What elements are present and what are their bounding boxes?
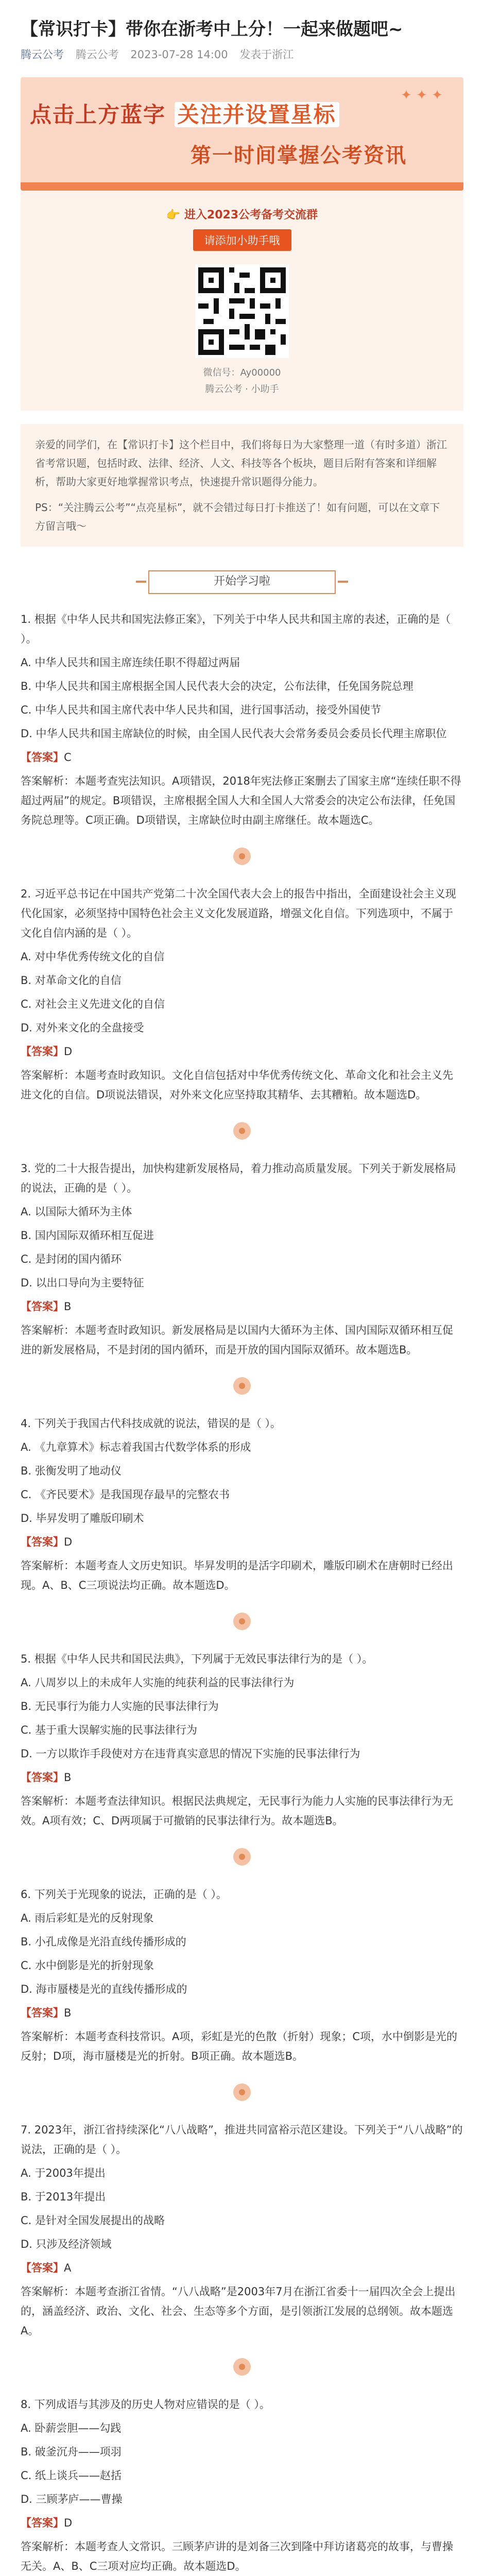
answer-label: 【答案】 [21, 2517, 64, 2529]
analysis-line [21, 2282, 463, 2341]
section-title: 开始学习啦 [148, 570, 336, 594]
answer-label: 【答案】 [21, 1771, 64, 1784]
analysis-line [21, 1791, 463, 1831]
intro-paragraph: 亲爱的同学们，在【常识打卡】这个栏目中，我们将每日为大家整理一道（有时多道）浙江省考常识题，包括时政、法律、经济、人文、科技等各个板块，题目后附有答案和详细解析，帮助大家更好地掌握常识考点，快速提升常识题得分能力。 [35, 438, 447, 488]
analysis-text: 本题考查科技常识。A项，彩虹是光的色散（折射）现象；C项，水中倒影是光的反射；D项，海市蜃楼是光的折射。B项正确。故本题选B。 [21, 2030, 458, 2062]
follow-banner [21, 77, 463, 191]
analysis-line [21, 1556, 463, 1595]
analysis-text: 本题考查人文历史知识。毕昇发明的是活字印刷术，雕版印刷术在唐朝时已经出现。A、B、C三项说法均正确。故本题选D。 [21, 1560, 453, 1591]
analysis-line [21, 1320, 463, 1360]
answer-line [21, 1768, 463, 1787]
question-option: A. 于2003年提出 [21, 2167, 106, 2179]
analysis-label: 答案解析： [21, 1069, 75, 1081]
analysis-text: 本题考查时政知识。新发展格局是以国内大循环为主体、国内国际双循环相互促进的新发展格局，不是封闭的国内循环，而是开放的国内国际双循环。故本题选B。 [21, 1324, 453, 1356]
question-option: A. 八周岁以上的未成年人实施的纯获利益的民事法律行为 [21, 1676, 295, 1689]
banner-dots: ✦ ✦ ✦ [401, 88, 443, 103]
analysis-text: 本题考查人文常识。三顾茅庐讲的是刘备三次到隆中拜访诸葛亮的故事，与曹操无关。A、B、C三项对应均正确。故本题选D。 [21, 2540, 453, 2572]
question-stem: 1. 根据《中华人民共和国宪法修正案》，下列关于中华人民共和国主席的表述，正确的是（ ）。 [21, 613, 451, 645]
question-option: C. 对社会主义先进文化的自信 [21, 998, 165, 1010]
question-option: B. 中华人民共和国主席根据全国人民代表大会的决定，公布法律，任免国务院总理 [21, 680, 413, 692]
question-stem: 7. 2023年，浙江省持续深化“八八战略”，推进共同富裕示范区建设。下列关于“八八战略”的说法，正确的是（ ）。 [21, 2124, 463, 2156]
qr-card [21, 191, 463, 411]
qr-code-icon [198, 267, 286, 355]
question-option: D. 以出口导向为主要特征 [21, 1277, 144, 1289]
question-option: D. 三顾茅庐——曹操 [21, 2493, 123, 2505]
analysis-text: 本题考查浙江省情。“八八战略”是2003年7月在浙江省委十一届四次全会上提出的，涵盖经济、政治、文化、社会、生态等多个方面，是引领浙江发展的总纲领。故本题选A。 [21, 2285, 456, 2337]
question-divider [21, 1848, 463, 1869]
analysis-label: 答案解析： [21, 2030, 75, 2043]
analysis-line [21, 2027, 463, 2066]
divider-dot-icon [233, 1122, 251, 1140]
question-option: B. 无民事行为能力人实施的民事法律行为 [21, 1700, 219, 1713]
question-divider [21, 2358, 463, 2379]
intro-box [21, 424, 463, 547]
question-option: C. 《齐民要术》是我国现存最早的完整农书 [21, 1488, 230, 1501]
question-option: D. 只涉及经济领域 [21, 2238, 112, 2250]
answer-label: 【答案】 [21, 1045, 64, 1058]
analysis-text: 本题考查法律知识。根据民法典规定，无民事行为能力人实施的民事法律行为无效。A项有效；C、D两项属于可撤销的民事法律行为。故本题选B。 [21, 1795, 453, 1827]
article-title: 【常识打卡】带你在浙考中上分！一起来做题吧~ [21, 19, 403, 40]
question-stem: 2. 习近平总书记在中国共产党第二十次全国代表大会上的报告中指出，全面建设社会主义现代化国家，必须坚持中国特色社会主义文化发展道路，增强文化自信。下列选项中，不属于文化自信内涵的是（ ）。 [21, 888, 456, 939]
question-divider [21, 1122, 463, 1143]
divider-dot-icon [233, 1377, 251, 1395]
question-option: C. 基于重大误解实施的民事法律行为 [21, 1724, 198, 1736]
question-block [21, 1414, 463, 1595]
question-option: C. 纸上谈兵——赵括 [21, 2469, 122, 2482]
analysis-label: 答案解析： [21, 2285, 75, 2298]
analysis-label: 答案解析： [21, 2540, 75, 2553]
answer-line [21, 2003, 463, 2023]
analysis-text: 本题考查时政知识。文化自信包括对中华优秀传统文化、革命文化和社会主义先进文化的自信。D项说法错误，对外来文化应坚持取其精华、去其糟粕。故本题选D。 [21, 1069, 453, 1101]
question-block [21, 1159, 463, 1360]
divider-dot-icon [233, 2083, 251, 2101]
divider-dot-icon [233, 848, 251, 865]
analysis-label: 答案解析： [21, 1324, 75, 1336]
answer-value: D [64, 1045, 73, 1058]
question-divider [21, 1613, 463, 1634]
divider-dot-icon [233, 2358, 251, 2376]
question-option: C. 是针对全国发展提出的战略 [21, 2214, 165, 2227]
question-option: A. 对中华优秀传统文化的自信 [21, 951, 165, 963]
question-block [21, 884, 463, 1105]
question-stem: 3. 党的二十大报告提出，加快构建新发展格局，着力推动高质量发展。下列关于新发展格局的说法，正确的是（ ）。 [21, 1162, 456, 1194]
analysis-label: 答案解析： [21, 775, 75, 787]
analysis-label: 答案解析： [21, 1560, 75, 1572]
question-block [21, 609, 463, 830]
article-header [0, 0, 484, 62]
question-option: D. 毕昇发明了雕版印刷术 [21, 1512, 144, 1524]
banner-line-1 [30, 98, 339, 129]
answer-value: B [64, 1771, 72, 1784]
question-block [21, 1649, 463, 1831]
answer-value: A [64, 2262, 72, 2274]
qr-title: 👉 进入2023公考备考交流群 [166, 209, 318, 222]
account-link[interactable]: 腾云公考 [21, 48, 64, 61]
question-stem: 5. 根据《中华人民共和国民法典》，下列属于无效民事法律行为的是（ ）。 [21, 1653, 373, 1665]
question-option: C. 水中倒影是光的折射现象 [21, 1959, 154, 1972]
question-option: C. 是封闭的国内循环 [21, 1253, 122, 1265]
question-option: D. 对外来文化的全盘接受 [21, 1022, 144, 1034]
question-option: A. 卧薪尝胆——勾践 [21, 2422, 122, 2434]
question-option: B. 国内国际双循环相互促进 [21, 1229, 154, 1242]
question-divider [21, 2083, 463, 2105]
question-option: B. 于2013年提出 [21, 2191, 106, 2203]
qr-name: 腾云公考 · 小助手 [205, 384, 279, 395]
question-option: D. 海市蜃楼是光的直线传播形成的 [21, 1983, 187, 1995]
qr-wechat-id: 微信号：Ay00000 [203, 367, 281, 378]
divider-dot-icon [233, 1848, 251, 1866]
answer-label: 【答案】 [21, 2262, 64, 2274]
intro-paragraph: PS：“关注腾云公考”“点亮星标”，就不会错过每日打卡推送了！如有问题，可以在文章下方留言哦～ [35, 501, 440, 532]
qr-subtitle: 请添加小助手哦 [193, 229, 291, 251]
question-stem: 6. 下列关于光现象的说法，正确的是（ ）。 [21, 1888, 227, 1901]
question-block [21, 1885, 463, 2066]
publish-date: 2023-07-28 14:00 [130, 48, 228, 61]
analysis-line [21, 2537, 463, 2576]
banner-line-2: 第一时间掌握公考资讯 [191, 144, 407, 167]
banner-text-b: 关注并设置星标 [175, 102, 339, 127]
analysis-line [21, 1065, 463, 1105]
question-option: B. 对革命文化的自信 [21, 974, 122, 987]
answer-value: D [64, 2517, 73, 2529]
answer-value: B [64, 2007, 72, 2019]
analysis-text: 本题考查宪法知识。A项错误，2018年宪法修正案删去了国家主席“连续任职不得超过两届”的规定。B项错误，主席根据全国人大和全国人大常委会的决定公布法律，任免国务院总理等。C项正确。D项错误，主席缺位时由副主席继任。故本题选C。 [21, 775, 461, 826]
question-divider [21, 1377, 463, 1398]
answer-value: C [64, 751, 72, 764]
answer-label: 【答案】 [21, 2007, 64, 2019]
answer-line [21, 1297, 463, 1316]
question-list [0, 609, 484, 2576]
question-option: B. 破釜沉舟——项羽 [21, 2446, 122, 2458]
question-stem: 4. 下列关于我国古代科技成就的说法，错误的是（ ）。 [21, 1417, 281, 1430]
qr-code[interactable] [195, 264, 289, 358]
answer-label: 【答案】 [21, 1300, 64, 1313]
answer-line [21, 1532, 463, 1552]
answer-value: D [64, 1536, 73, 1548]
question-option: B. 小孔成像是光沿直线传播形成的 [21, 1936, 186, 1948]
article-meta [21, 46, 463, 62]
answer-line [21, 1042, 463, 1061]
analysis-line [21, 771, 463, 830]
question-option: C. 中华人民共和国主席代表中华人民共和国，进行国事活动，接受外国使节 [21, 704, 382, 716]
question-option: A. 雨后彩虹是光的反射现象 [21, 1912, 154, 1924]
answer-value: B [64, 1300, 72, 1313]
question-block [21, 2395, 463, 2576]
answer-line [21, 748, 463, 767]
question-option: B. 张衡发明了地动仪 [21, 1465, 122, 1477]
answer-label: 【答案】 [21, 1536, 64, 1548]
answer-line [21, 2513, 463, 2533]
analysis-label: 答案解析： [21, 1795, 75, 1807]
question-block [21, 2120, 463, 2341]
question-stem: 8. 下列成语与其涉及的历史人物对应错误的是（ ）。 [21, 2398, 270, 2411]
banner-bar [21, 182, 463, 191]
question-option: D. 一方以欺诈手段使对方在违背真实意思的情况下实施的民事法律行为 [21, 1748, 360, 1760]
author-name: 腾云公考 [75, 48, 119, 61]
divider-dot-icon [233, 1613, 251, 1630]
question-option: D. 中华人民共和国主席缺位的时候，由全国人民代表大会常务委员会委员长代理主席职位 [21, 727, 447, 740]
question-option: A. 《九章算术》标志着我国古代数学体系的形成 [21, 1441, 251, 1453]
question-divider [21, 848, 463, 869]
banner-text-a: 点击上方蓝字 [30, 102, 166, 127]
answer-label: 【答案】 [21, 751, 64, 764]
answer-line [21, 2258, 463, 2278]
question-option: A. 中华人民共和国主席连续任职不得超过两届 [21, 656, 240, 669]
publish-location: 发表于浙江 [239, 48, 294, 61]
question-option: A. 以国际大循环为主体 [21, 1206, 132, 1218]
